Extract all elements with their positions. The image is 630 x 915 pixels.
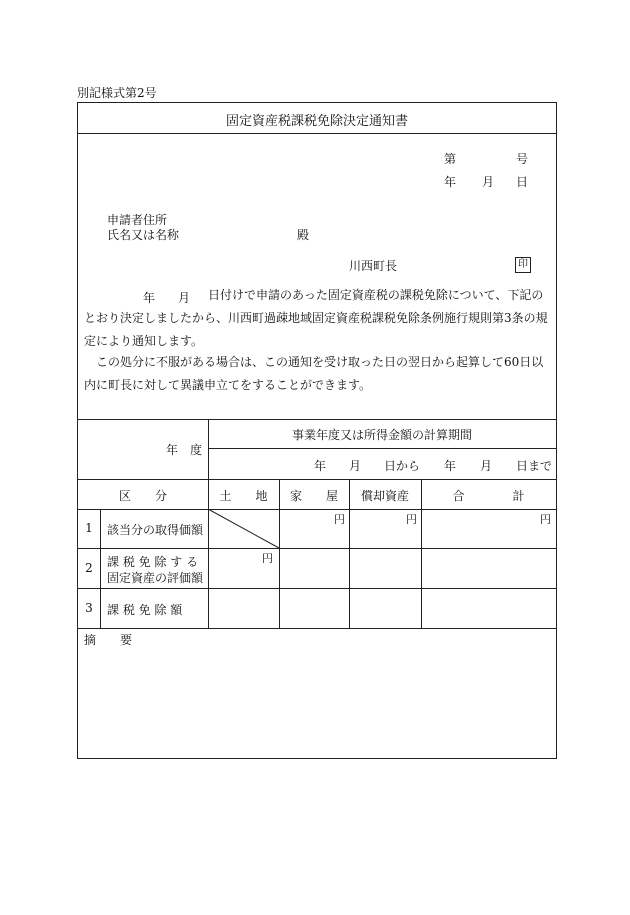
column-total: 合 計 xyxy=(452,489,525,503)
row-label: 課 税 免 除 額 xyxy=(107,603,183,617)
period-day-from: 日から xyxy=(384,459,421,473)
form-label: 別記様式第2号 xyxy=(77,86,157,100)
divider xyxy=(78,548,556,549)
row-label-line2: 固定資産の評価額 xyxy=(107,571,204,585)
remarks-label: 摘 要 xyxy=(84,633,133,647)
column-building: 家 屋 xyxy=(289,489,338,503)
body-year: 年 xyxy=(143,291,156,305)
divider xyxy=(78,133,556,134)
row-label: 該当分の取得価額 xyxy=(107,523,204,537)
category-header: 区 分 xyxy=(118,489,167,503)
body-month: 月 xyxy=(178,291,191,305)
divider xyxy=(78,419,556,420)
divider xyxy=(78,479,556,480)
yen-unit: 円 xyxy=(262,552,273,565)
notice-form xyxy=(77,102,557,759)
number-prefix: 第 xyxy=(444,152,457,166)
appeal-paragraph: この処分に不服がある場合は、この通知を受け取った日の翌日から起算して60日以内に町長に対して異議申立てをすることができます。 xyxy=(84,355,544,392)
period-year-to: 年 xyxy=(444,459,457,473)
period-day-to: 日まで xyxy=(516,459,553,473)
yen-unit: 円 xyxy=(406,513,417,526)
fiscal-year-label: 年 度 xyxy=(166,443,203,457)
slash-mark xyxy=(208,509,280,549)
applicant-address-label: 申請者住所 xyxy=(107,213,168,227)
period-label: 事業年度又は所得金額の計算期間 xyxy=(291,428,472,442)
row-number: 2 xyxy=(85,561,93,575)
number-suffix: 号 xyxy=(516,152,529,166)
applicant-honorific: 殿 xyxy=(297,228,310,242)
yen-unit: 円 xyxy=(334,513,345,526)
period-month-to: 月 xyxy=(480,459,493,473)
decision-paragraph: 日付けで申請のあった固定資産税の課税免除について、下記のとおり決定しましたから、川西町過疎地域固定資産税課税免除条例施行規則第3条の規定により通知します。 xyxy=(84,288,548,348)
row-label-line1: 課 税 免 除 す る xyxy=(107,555,199,569)
period-month-from: 月 xyxy=(349,459,362,473)
date-day: 日 xyxy=(516,175,529,189)
yen-unit: 円 xyxy=(540,513,551,526)
seal-stamp: 印 xyxy=(515,257,531,273)
document-title: 固定資産税課税免除決定通知書 xyxy=(225,114,408,129)
row-number: 3 xyxy=(85,601,93,615)
column-land: 土 地 xyxy=(219,489,268,503)
date-year: 年 xyxy=(444,175,457,189)
divider xyxy=(208,448,556,449)
divider xyxy=(100,509,101,628)
row-number: 1 xyxy=(85,521,93,535)
period-year-from: 年 xyxy=(314,459,327,473)
divider xyxy=(78,588,556,589)
date-month: 月 xyxy=(482,175,495,189)
divider xyxy=(78,628,556,629)
divider xyxy=(78,509,556,510)
column-depreciable-assets: 償却資産 xyxy=(360,489,409,503)
issuer-name: 川西町長 xyxy=(349,259,398,273)
applicant-name-label: 氏名又は名称 xyxy=(107,228,180,242)
